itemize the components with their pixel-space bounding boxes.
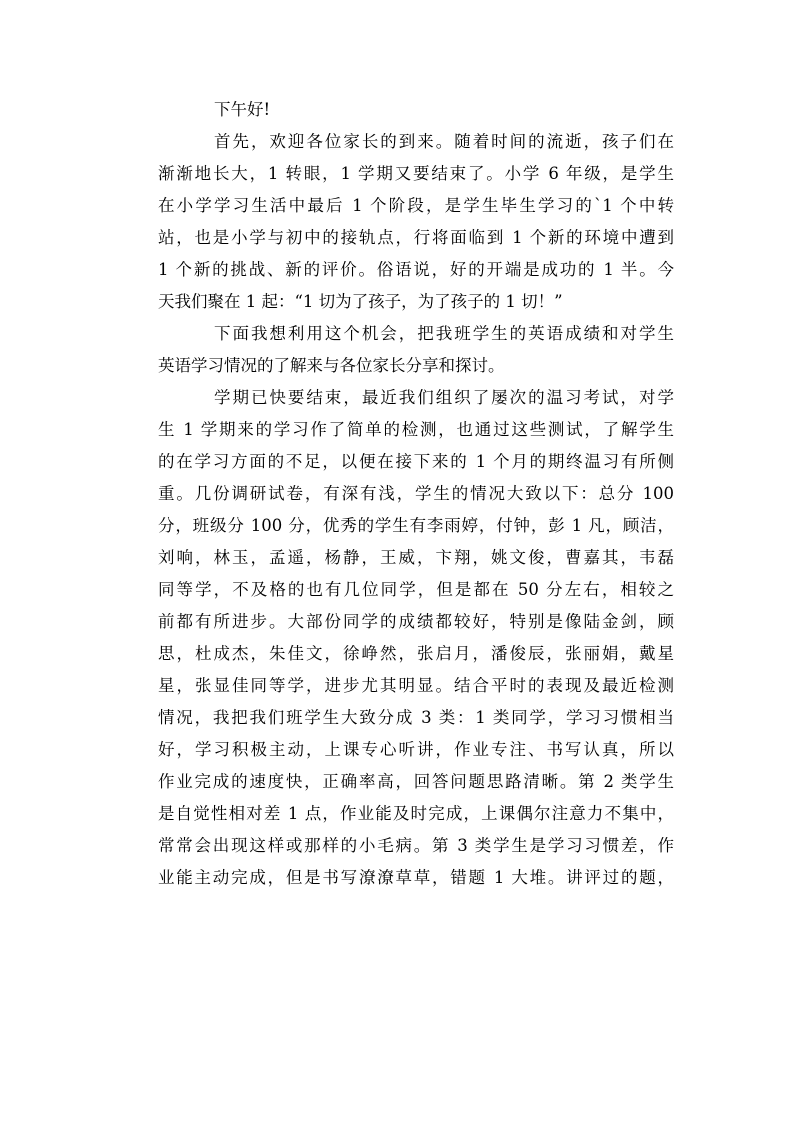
paragraph-line: 生 1 学期来的学习作了简单的检测，也通过这些测试，了解学生 xyxy=(158,420,674,439)
paragraph-line: 站，也是小学与初中的接轨点，行将面临到 1 个新的环境中遭到 xyxy=(158,228,674,247)
paragraph-line: 星，张显佳同等学，进步尤其明显。结合平时的表现及最近检测 xyxy=(158,676,674,695)
document-body xyxy=(158,94,674,894)
paragraph-line: 的在学习方面的不足，以便在接下来的 1 个月的期终温习有所侧 xyxy=(158,452,674,471)
paragraph-line: 业能主动完成，但是书写潦潦草草，错题 1 大堆。讲评过的题， xyxy=(158,868,674,887)
paragraph-line: 常常会出现这样或那样的小毛病。第 3 类学生是学习习惯差，作 xyxy=(158,836,674,855)
paragraph-line: 作业完成的速度快，正确率高，回答问题思路清晰。第 2 类学生 xyxy=(158,772,674,791)
paragraph-line: 是自觉性相对差 1 点，作业能及时完成，上课偶尔注意力不集中， xyxy=(158,804,674,823)
paragraph-line: 重。几份调研试卷，有深有浅，学生的情况大致以下：总分 100 xyxy=(158,484,674,503)
paragraph-line: 分，班级分 100 分，优秀的学生有李雨婷，付钟，彭 1 凡，顾洁， xyxy=(158,516,674,535)
paragraph-line: 刘响，林玉，孟遥，杨静，王威，卞翔，姚文俊，曹嘉其，韦磊 xyxy=(158,548,674,567)
paragraph-line: 天我们聚在 1 起：“1 切为了孩子，为了孩子的 1 切！” xyxy=(158,292,563,311)
paragraph-line: 下面我想利用这个机会，把我班学生的英语成绩和对学生 xyxy=(214,324,674,343)
paragraph-line: 首先，欢迎各位家长的到来。随着时间的流逝，孩子们在 xyxy=(214,132,674,151)
paragraph-line: 思，杜成杰，朱佳文，徐峥然，张启月，潘俊辰，张丽娟，戴星 xyxy=(158,644,674,663)
paragraph-line: 渐渐地长大，1 转眼，1 学期又要结束了。小学 6 年级，是学生 xyxy=(158,164,674,183)
greeting-line: 下午好! xyxy=(214,100,271,119)
paragraph-line: 前都有所进步。大部份同学的成绩都较好，特别是像陆金剑，顾 xyxy=(158,612,674,631)
paragraph-line: 同等学，不及格的也有几位同学，但是都在 50 分左右，相较之 xyxy=(158,580,674,599)
paragraph-line: 情况，我把我们班学生大致分成 3 类：1 类同学，学习习惯相当 xyxy=(158,708,674,727)
paragraph-line: 学期已快要结束，最近我们组织了屡次的温习考试，对学 xyxy=(214,388,674,407)
paragraph-line: 英语学习情况的了解来与各位家长分享和探讨。 xyxy=(158,356,505,375)
paragraph-line: 好，学习积极主动，上课专心听讲，作业专注、书写认真，所以 xyxy=(158,740,674,759)
paragraph-line: 1 个新的挑战、新的评价。俗语说，好的开端是成功的 1 半。今 xyxy=(158,260,674,279)
paragraph-line: 在小学学习生活中最后 1 个阶段，是学生毕生学习的`1 个中转 xyxy=(158,196,674,215)
